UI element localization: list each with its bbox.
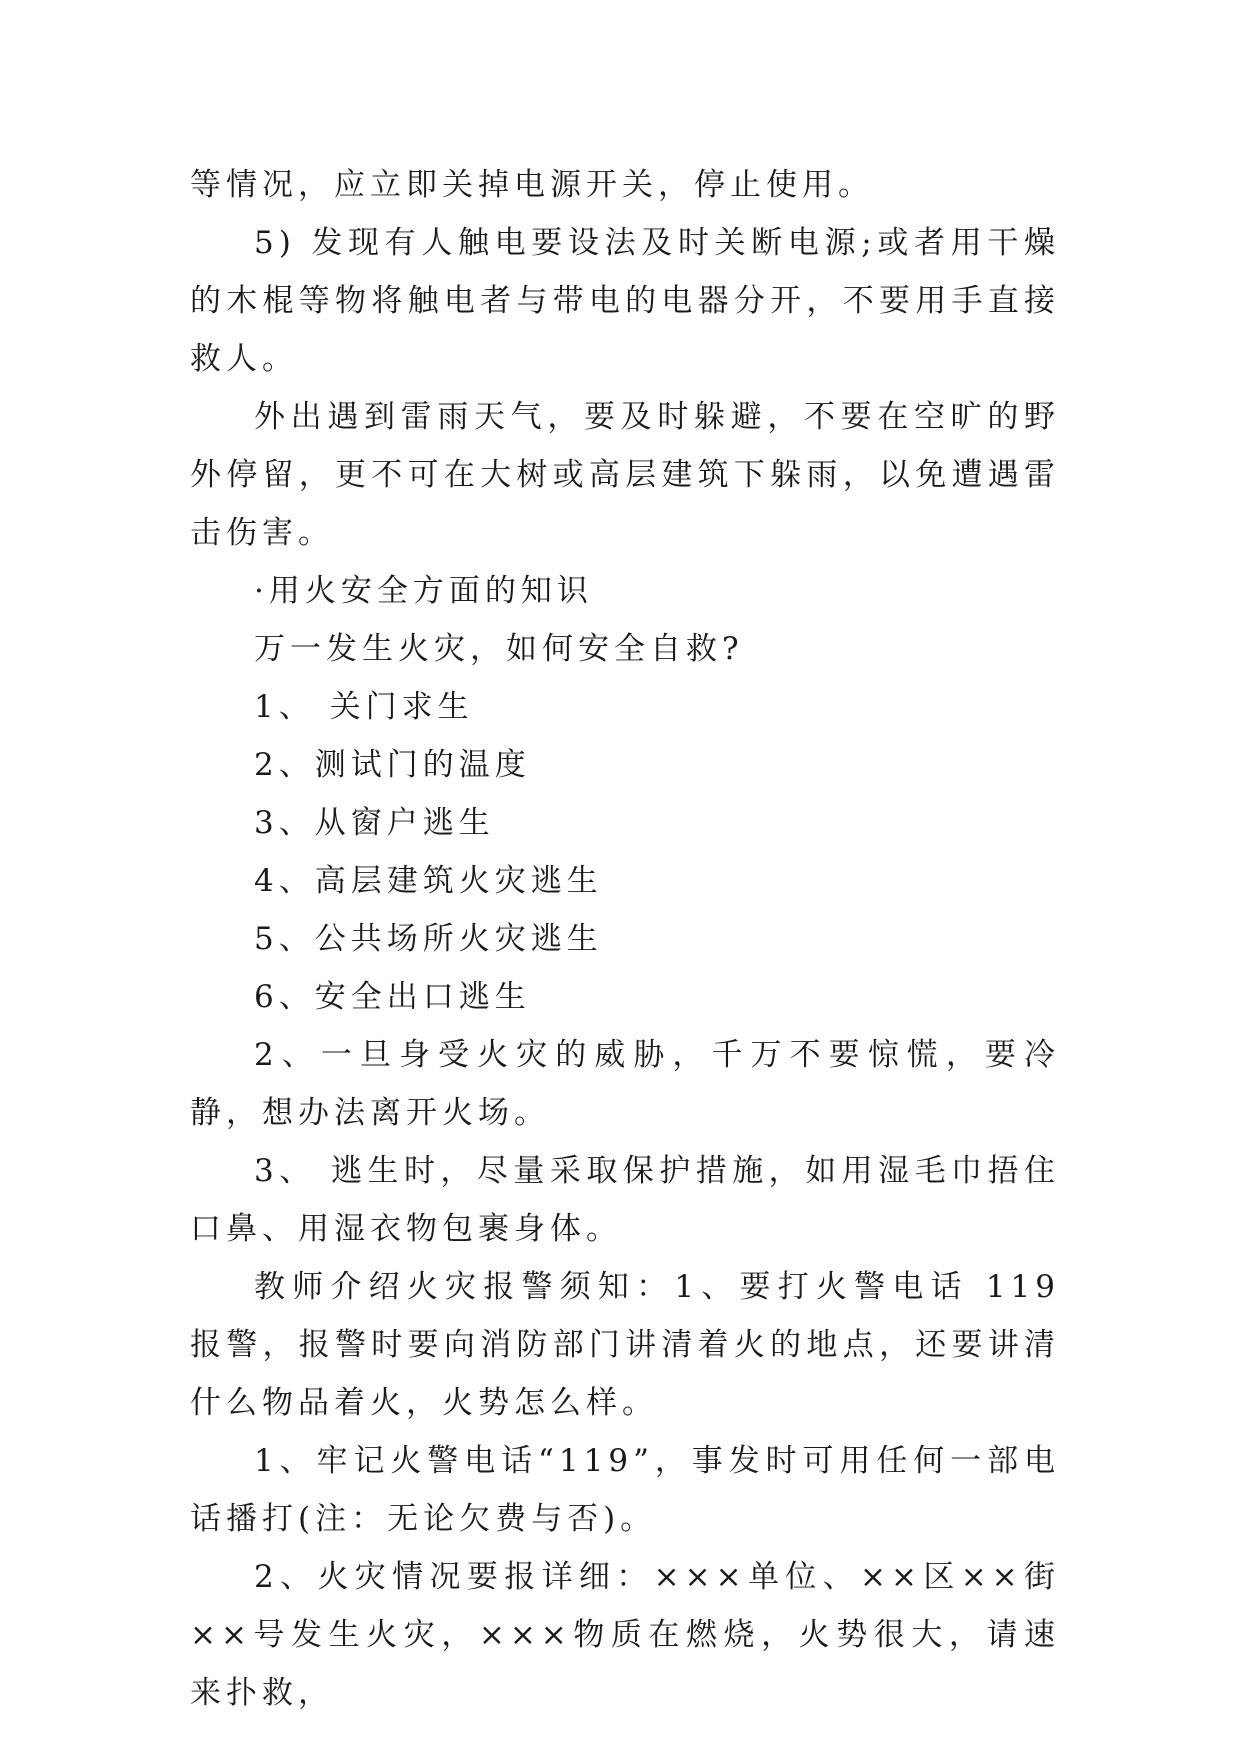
paragraph: 2、火灾情况要报详细：×××单位、××区××街××号发生火灾，×××物质在燃烧，火势很大，请速来扑救， — [190, 1559, 1060, 1711]
paragraph: 等情况，应立即关掉电源开关，停止使用。 — [190, 167, 874, 203]
paragraph: 1、牢记火警电话“119”，事发时可用任何一部电话播打(注：无论欠费与否)。 — [190, 1443, 1060, 1537]
list-item: 3、从窗户逃生 — [254, 805, 495, 841]
paragraph: 2、一旦身受火灾的威胁，千万不要惊慌，要冷静，想办法离开火场。 — [190, 1037, 1060, 1131]
list-item: 1、 关门求生 — [254, 689, 474, 725]
paragraph: 万一发生火灾，如何安全自救? — [254, 631, 744, 667]
paragraph: 教师介绍火灾报警须知：1、要打火警电话 119 报警，报警时要向消防部门讲清着火的地点，还要讲清什么物品着火，火势怎么样。 — [190, 1269, 1060, 1421]
list-item: 6、安全出口逃生 — [254, 979, 531, 1015]
list-item: 2、测试门的温度 — [254, 747, 531, 783]
paragraph: 外出遇到雷雨天气，要及时躲避，不要在空旷的野外停留，更不可在大树或高层建筑下躲雨，以免遭遇雷击伤害。 — [190, 399, 1060, 551]
list-item: 5、公共场所火灾逃生 — [254, 921, 603, 957]
document-body — [190, 156, 1060, 1722]
list-item: 4、高层建筑火灾逃生 — [254, 863, 603, 899]
paragraph: 3、 逃生时，尽量采取保护措施，如用湿毛巾捂住口鼻、用湿衣物包裹身体。 — [190, 1153, 1060, 1247]
paragraph: 5) 发现有人触电要设法及时关断电源;或者用干燥的木棍等物将触电者与带电的电器分开，不要用手直接救人。 — [190, 225, 1060, 377]
section-heading: ·用火安全方面的知识 — [254, 573, 593, 609]
